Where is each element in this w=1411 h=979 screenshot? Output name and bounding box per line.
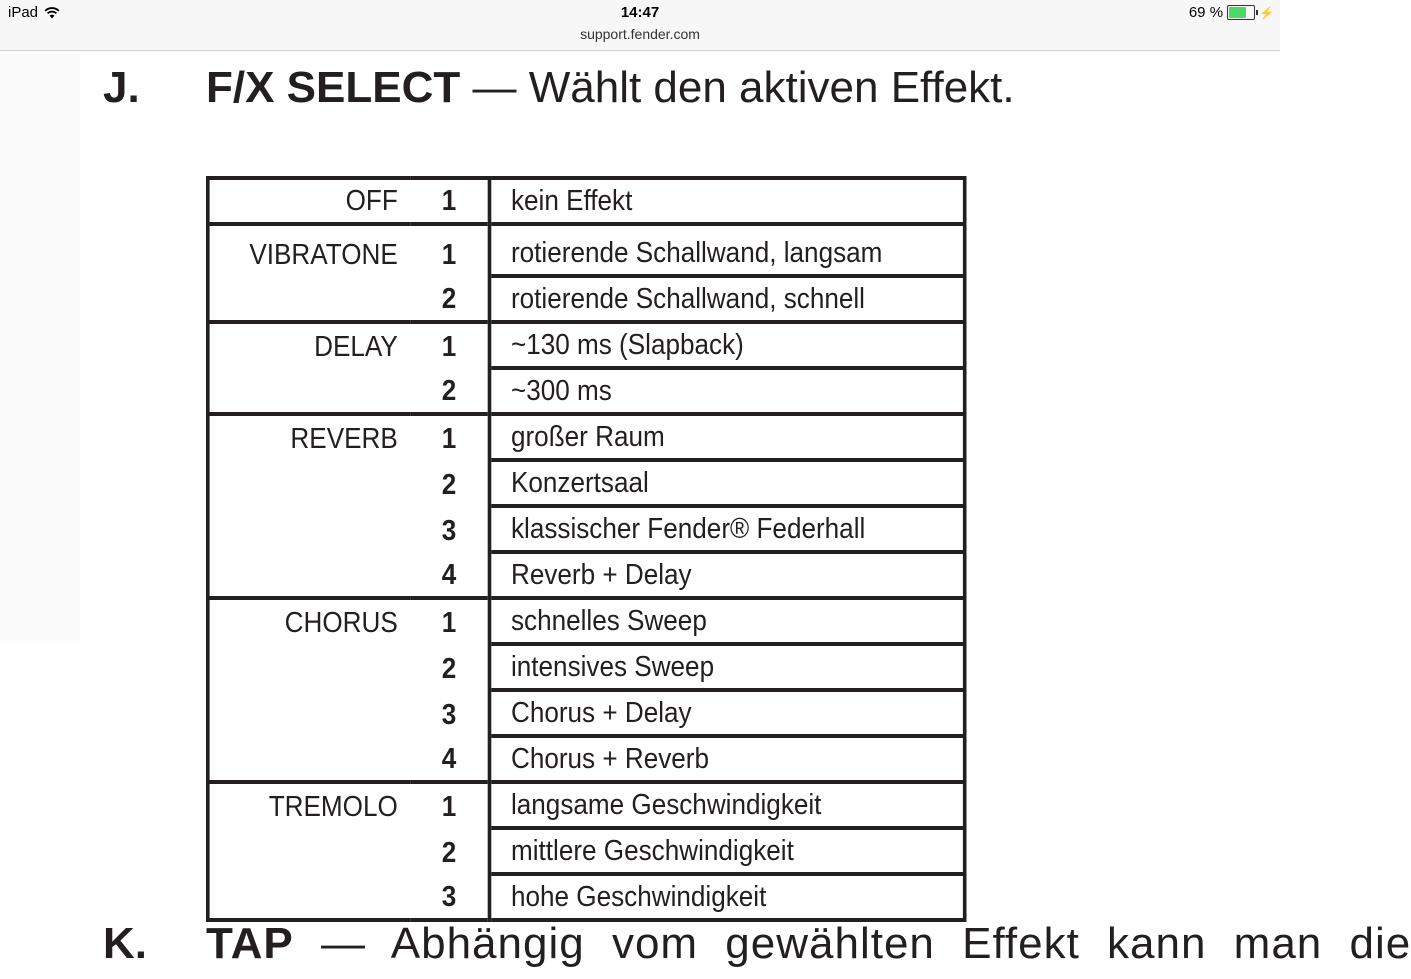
table-row bbox=[208, 782, 965, 828]
effect-description: ~130 ms (Slapback) bbox=[489, 322, 964, 368]
device-name: iPad bbox=[8, 4, 39, 21]
effect-description: Chorus + Reverb bbox=[489, 736, 964, 782]
setting-number: 2 bbox=[410, 460, 489, 506]
setting-number: 3 bbox=[410, 690, 489, 736]
effect-name bbox=[208, 276, 411, 322]
fx-select-table bbox=[206, 176, 967, 922]
document-page bbox=[0, 51, 1411, 968]
effect-description: schnelles Sweep bbox=[489, 598, 964, 644]
table-row bbox=[208, 874, 965, 920]
effect-name bbox=[208, 506, 411, 552]
effect-description: Konzertsaal bbox=[489, 460, 964, 506]
setting-number: 2 bbox=[410, 368, 489, 414]
effect-name bbox=[208, 828, 411, 874]
section-j-dash: — bbox=[472, 63, 517, 112]
setting-number: 3 bbox=[410, 874, 489, 920]
effect-name bbox=[208, 644, 411, 690]
effect-name bbox=[208, 690, 411, 736]
effect-name: VIBRATONE bbox=[208, 224, 411, 276]
setting-number: 1 bbox=[410, 322, 489, 368]
table-row bbox=[208, 414, 965, 460]
effect-description: mittlere Geschwindigkeit bbox=[489, 828, 964, 874]
effect-description: klassischer Fender® Federhall bbox=[489, 506, 964, 552]
status-battery bbox=[1189, 4, 1274, 21]
effect-name bbox=[208, 460, 411, 506]
table-row bbox=[208, 276, 965, 322]
effect-name bbox=[208, 368, 411, 414]
effect-description: großer Raum bbox=[489, 414, 964, 460]
section-k-dash: — bbox=[320, 919, 366, 968]
setting-number: 3 bbox=[410, 506, 489, 552]
effect-description: Chorus + Delay bbox=[489, 690, 964, 736]
effect-name bbox=[208, 552, 411, 598]
setting-number: 2 bbox=[410, 644, 489, 690]
effect-description: rotierende Schallwand, langsam bbox=[489, 224, 964, 276]
table-row bbox=[208, 736, 965, 782]
effect-name bbox=[208, 874, 411, 920]
battery-percent: 69 % bbox=[1188, 4, 1224, 21]
section-j-heading bbox=[103, 63, 1103, 123]
effect-description: kein Effekt bbox=[489, 178, 964, 224]
setting-number: 1 bbox=[410, 414, 489, 460]
effect-name: DELAY bbox=[208, 322, 411, 368]
charging-icon: ⚡ bbox=[1259, 5, 1274, 20]
section-k-letter: K. bbox=[103, 919, 147, 968]
status-time: 14:47 bbox=[620, 4, 660, 21]
section-j-letter: J. bbox=[103, 63, 140, 112]
setting-number: 1 bbox=[410, 782, 489, 828]
table-row bbox=[208, 460, 965, 506]
setting-number: 1 bbox=[410, 224, 489, 276]
table-row bbox=[208, 690, 965, 736]
table-row bbox=[208, 178, 965, 224]
effect-name: REVERB bbox=[208, 414, 411, 460]
effect-description: ~300 ms bbox=[489, 368, 964, 414]
battery-icon bbox=[1227, 5, 1255, 20]
setting-number: 4 bbox=[410, 736, 489, 782]
status-bar bbox=[0, 0, 1280, 51]
table-row bbox=[208, 828, 965, 874]
table-row bbox=[208, 322, 965, 368]
effect-description: intensives Sweep bbox=[489, 644, 964, 690]
table-row bbox=[208, 552, 965, 598]
setting-number: 1 bbox=[410, 178, 489, 224]
effect-description: hohe Geschwindigkeit bbox=[489, 874, 964, 920]
setting-number: 1 bbox=[410, 598, 489, 644]
effect-description: rotierende Schallwand, schnell bbox=[489, 276, 964, 322]
section-k-heading bbox=[103, 919, 1411, 979]
effect-name: OFF bbox=[208, 178, 411, 224]
effect-name: TREMOLO bbox=[208, 782, 411, 828]
section-j-title: F/X SELECT bbox=[206, 63, 461, 112]
table-row bbox=[208, 644, 965, 690]
table-row bbox=[208, 506, 965, 552]
section-k-text: Abhängig vom gewählten Effekt kann man die bbox=[390, 919, 1411, 968]
effect-name bbox=[208, 736, 411, 782]
table-row bbox=[208, 224, 965, 276]
section-k-title: TAP bbox=[206, 919, 294, 968]
table-row bbox=[208, 368, 965, 414]
effect-description: langsame Geschwindigkeit bbox=[489, 782, 964, 828]
effect-name: CHORUS bbox=[208, 598, 411, 644]
section-j-text: Wählt den aktiven Effekt. bbox=[528, 63, 1015, 112]
table-row bbox=[208, 598, 965, 644]
setting-number: 4 bbox=[410, 552, 489, 598]
setting-number: 2 bbox=[410, 828, 489, 874]
effect-description: Reverb + Delay bbox=[489, 552, 964, 598]
address-url[interactable]: support.fender.com bbox=[580, 26, 700, 42]
setting-number: 2 bbox=[410, 276, 489, 322]
